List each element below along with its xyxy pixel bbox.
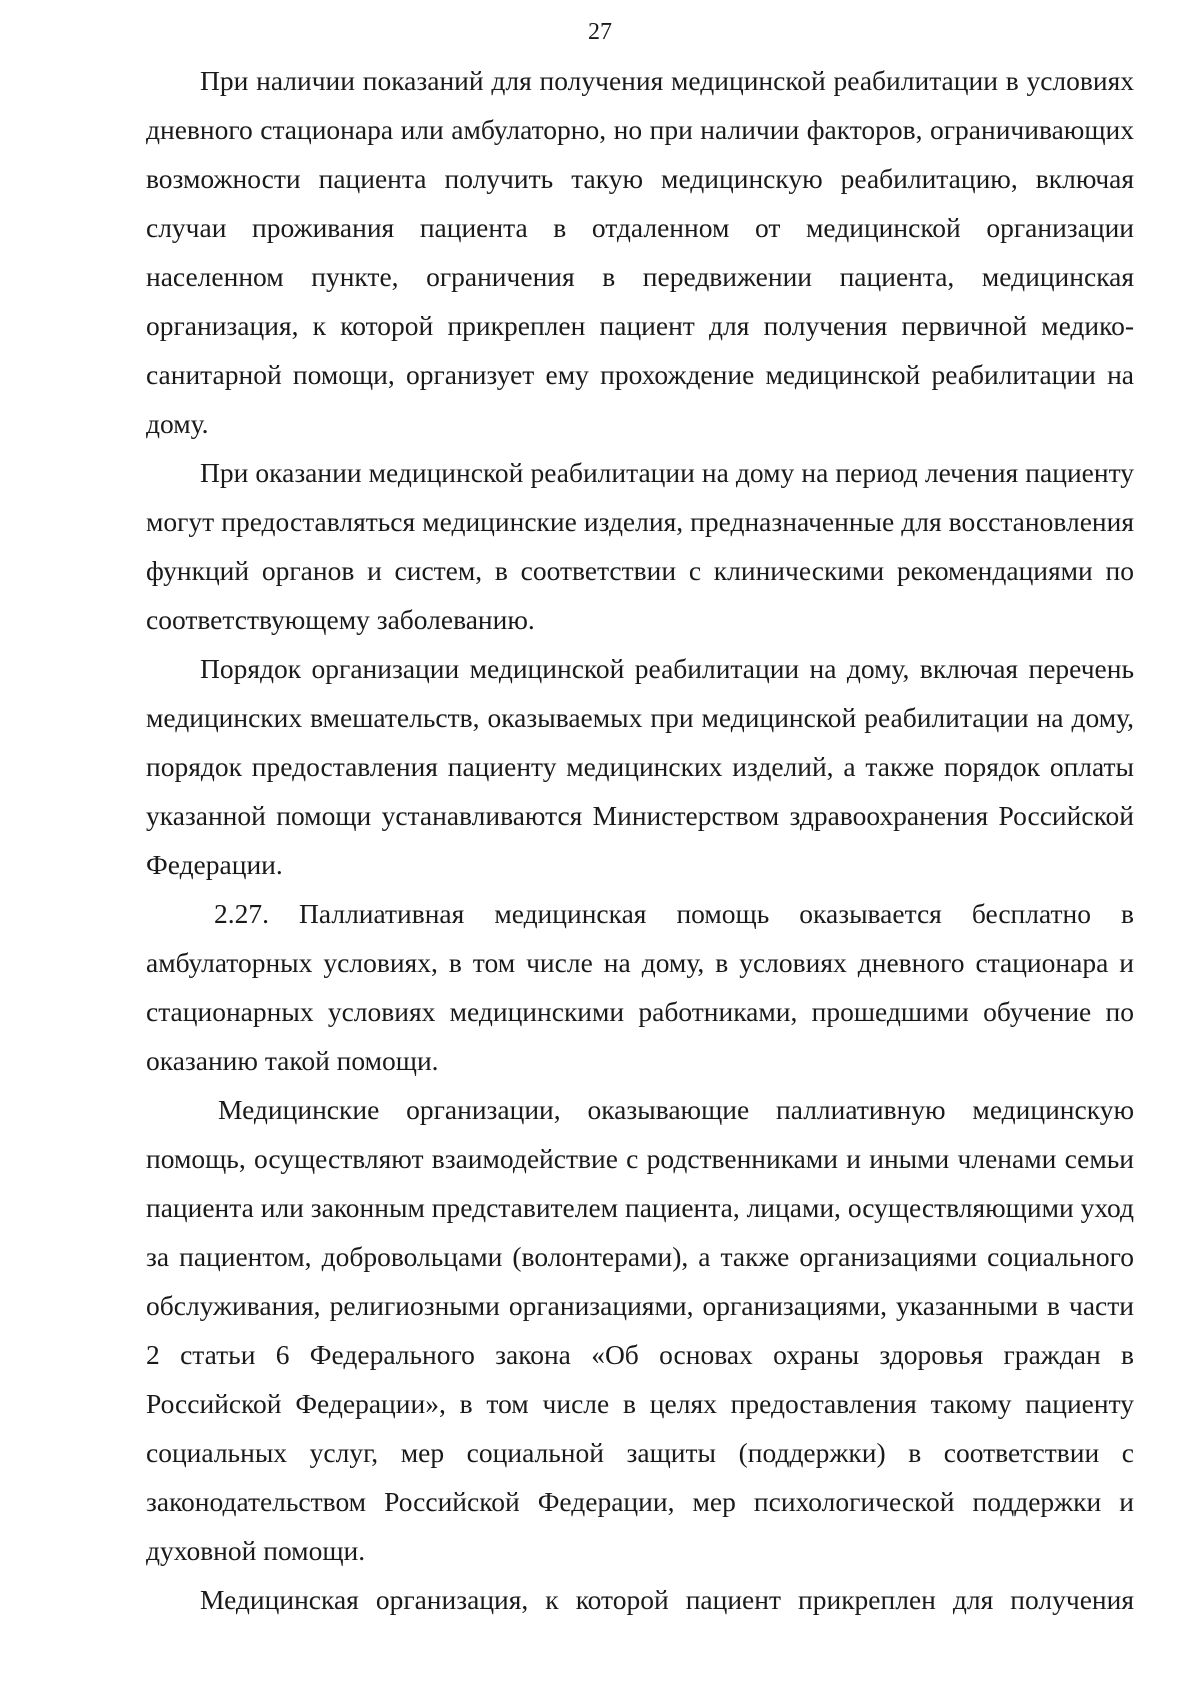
paragraph-home-rehabilitation: При наличии показаний для получения медицинской реабилитации в условиях дневного стационара или амбулаторно, но при наличии факторов, ограничивающих возможности пациента получить такую медицинскую реабилитацию, включая случаи проживания пациента в отдаленном от медицинской организации населенном пункте, ограничения в передвижении пациента, медицинская организация, к которой прикреплен пациент для получения первичной медико-санитарной помощи, организует ему прохождение медицинской реабилитации на дому. <box>146 65 1134 439</box>
page-number: 27 <box>588 19 612 45</box>
paragraph-medical-devices: При оказании медицинской реабилитации на дому на период лечения пациенту могут предоставляться медицинские изделия, предназначенные для восстановления функций органов и систем, в соответствии с клиническими рекомендациями по соответствующему заболеванию. <box>146 457 1134 635</box>
paragraph-section-2-27: 2.27. Паллиативная медицинская помощь оказывается бесплатно в амбулаторных условиях, в том числе на дому, в условиях дневного стационара и стационарных условиях медицинскими работниками, прошедшими обучение по оказанию такой помощи. <box>146 898 1134 1076</box>
paragraph-continuation: Медицинская организация, к которой пациент прикреплен для получения <box>200 1584 1134 1615</box>
document-body <box>146 56 1134 1624</box>
paragraph-rehabilitation-procedure: Порядок организации медицинской реабилитации на дому, включая перечень медицинских вмешательств, оказываемых при медицинской реабилитации на дому, порядок предоставления пациенту медицинских изделий, а также порядок оплаты указанной помощи устанавливаются Министерством здравоохранения Российской Федерации. <box>146 653 1134 880</box>
paragraph-palliative-interaction: Медицинские организации, оказывающие паллиативную медицинскую помощь, осуществляют взаимодействие с родственниками и иными членами семьи пациента или законным представителем пациента, лицами, осуществляющими уход за пациентом, добровольцами (волонтерами), а также организациями социального обслуживания, религиозными организациями, организациями, указанными в части 2 статьи 6 Федерального закона «Об основах охраны здоровья граждан в Российской Федерации», в том числе в целях предоставления такому пациенту социальных услуг, мер социальной защиты (поддержки) в соответствии с законодательством Российской Федерации, мер психологической поддержки и духовной помощи. <box>146 1094 1134 1566</box>
